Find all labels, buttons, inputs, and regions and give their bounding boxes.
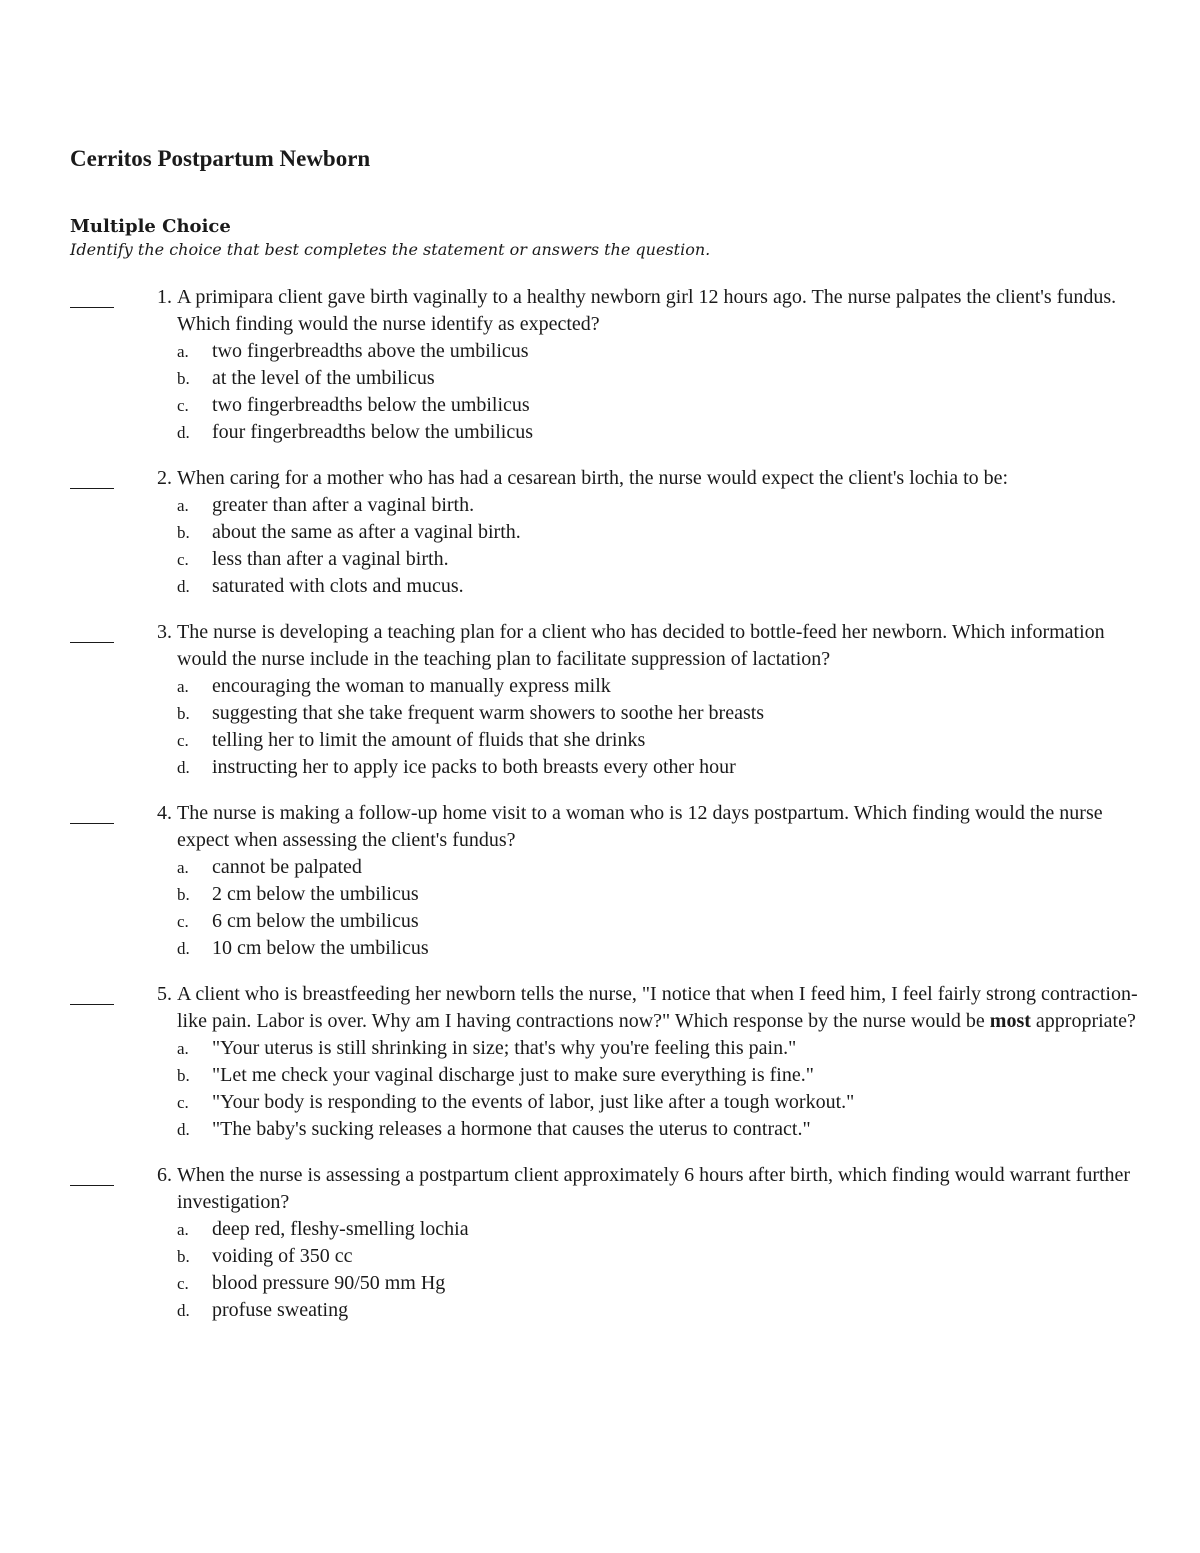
option-letter: d. bbox=[177, 758, 190, 777]
stem-emphasis: most bbox=[989, 1010, 1031, 1032]
option-c bbox=[177, 1270, 1140, 1297]
option-a bbox=[177, 673, 1140, 700]
option-letter: a. bbox=[177, 342, 189, 361]
option-text: four fingerbreadths below the umbilicus bbox=[212, 421, 534, 443]
option-d bbox=[177, 573, 1140, 600]
option-list bbox=[177, 492, 1140, 600]
option-text: suggesting that she take frequent warm showers to soothe her breasts bbox=[212, 702, 765, 724]
option-text: greater than after a vaginal birth. bbox=[212, 494, 475, 516]
option-letter: b. bbox=[177, 704, 190, 723]
question-6 bbox=[70, 1162, 1140, 1324]
question-number: 3. bbox=[157, 621, 172, 643]
option-text: instructing her to apply ice packs to both breasts every other hour bbox=[212, 756, 736, 778]
option-a bbox=[177, 1035, 1140, 1062]
option-d bbox=[177, 935, 1140, 962]
question-number: 6. bbox=[157, 1164, 172, 1186]
question-stem: A primipara client gave birth vaginally to a healthy newborn girl 12 hours ago. The nurse palpates the client's fundus. Which finding would the nurse identify as expected? bbox=[177, 286, 1117, 335]
question-4 bbox=[70, 800, 1140, 962]
answer-blank bbox=[70, 1004, 114, 1005]
option-text: two fingerbreadths above the umbilicus bbox=[212, 340, 529, 362]
option-c bbox=[177, 1089, 1140, 1116]
option-b bbox=[177, 365, 1140, 392]
option-c bbox=[177, 546, 1140, 573]
question-number: 5. bbox=[157, 983, 172, 1005]
question-stem: When the nurse is assessing a postpartum client approximately 6 hours after birth, which finding would warrant further investigation? bbox=[177, 1164, 1131, 1213]
option-text: "Your uterus is still shrinking in size; that's why you're feeling this pain." bbox=[212, 1037, 797, 1059]
question-stem: The nurse is developing a teaching plan for a client who has decided to bottle-feed her newborn. Which information would the nurse include in the teaching plan to facilitate suppression of lactation? bbox=[177, 621, 1105, 670]
option-letter: d. bbox=[177, 939, 190, 958]
stem-text: appropriate? bbox=[1030, 1010, 1136, 1032]
option-letter: c. bbox=[177, 912, 189, 931]
question-stem: The nurse is making a follow-up home visit to a woman who is 12 days postpartum. Which finding would the nurse expect when assessing the client's fundus? bbox=[177, 802, 1103, 851]
option-text: saturated with clots and mucus. bbox=[212, 575, 464, 597]
option-text: blood pressure 90/50 mm Hg bbox=[212, 1272, 446, 1294]
option-letter: c. bbox=[177, 731, 189, 750]
question-list bbox=[70, 284, 1140, 1324]
option-text: "Let me check your vaginal discharge just to make sure everything is fine." bbox=[212, 1064, 814, 1086]
option-text: telling her to limit the amount of fluids that she drinks bbox=[212, 729, 646, 751]
option-a bbox=[177, 338, 1140, 365]
option-letter: c. bbox=[177, 396, 189, 415]
option-a bbox=[177, 492, 1140, 519]
option-list bbox=[177, 854, 1140, 962]
option-text: "Your body is responding to the events of labor, just like after a tough workout." bbox=[212, 1091, 855, 1113]
document-page bbox=[70, 142, 1140, 1343]
option-b bbox=[177, 881, 1140, 908]
option-text: cannot be palpated bbox=[212, 856, 362, 878]
answer-blank bbox=[70, 642, 114, 643]
option-b bbox=[177, 700, 1140, 727]
option-c bbox=[177, 908, 1140, 935]
option-list bbox=[177, 673, 1140, 781]
option-text: "The baby's sucking releases a hormone that causes the uterus to contract." bbox=[212, 1118, 811, 1140]
option-letter: a. bbox=[177, 1039, 189, 1058]
option-letter: b. bbox=[177, 885, 190, 904]
answer-blank bbox=[70, 307, 114, 308]
answer-blank bbox=[70, 823, 114, 824]
option-text: less than after a vaginal birth. bbox=[212, 548, 449, 570]
option-letter: c. bbox=[177, 1274, 189, 1293]
answer-blank bbox=[70, 488, 114, 489]
option-letter: b. bbox=[177, 523, 190, 542]
option-letter: a. bbox=[177, 1220, 189, 1239]
option-letter: a. bbox=[177, 496, 189, 515]
option-d bbox=[177, 419, 1140, 446]
question-3 bbox=[70, 619, 1140, 781]
option-letter: c. bbox=[177, 1093, 189, 1112]
option-text: at the level of the umbilicus bbox=[212, 367, 435, 389]
option-a bbox=[177, 1216, 1140, 1243]
option-text: 2 cm below the umbilicus bbox=[212, 883, 419, 905]
instructions: Identify the choice that best completes the statement or answers the question. bbox=[70, 240, 711, 259]
answer-blank bbox=[70, 1185, 114, 1186]
stem-text: A client who is breastfeeding her newborn tells the nurse, "I notice that when I feed him, I feel fairly strong contraction-like pain. Labor is over. Why am I having contractions now?" Which response by the nurse would be bbox=[177, 983, 1138, 1032]
option-text: encouraging the woman to manually express milk bbox=[212, 675, 611, 697]
option-b bbox=[177, 519, 1140, 546]
option-a bbox=[177, 854, 1140, 881]
option-c bbox=[177, 727, 1140, 754]
question-number: 2. bbox=[157, 467, 172, 489]
question-stem bbox=[177, 981, 1140, 1035]
question-2 bbox=[70, 465, 1140, 600]
option-letter: d. bbox=[177, 1301, 190, 1320]
option-text: 6 cm below the umbilicus bbox=[212, 910, 419, 932]
question-1 bbox=[70, 284, 1140, 446]
option-b bbox=[177, 1243, 1140, 1270]
option-text: two fingerbreadths below the umbilicus bbox=[212, 394, 530, 416]
option-c bbox=[177, 392, 1140, 419]
question-number: 1. bbox=[157, 286, 172, 308]
option-letter: b. bbox=[177, 1066, 190, 1085]
option-text: profuse sweating bbox=[212, 1299, 349, 1321]
option-list bbox=[177, 1216, 1140, 1324]
option-list bbox=[177, 1035, 1140, 1143]
option-letter: d. bbox=[177, 423, 190, 442]
option-letter: d. bbox=[177, 577, 190, 596]
option-text: deep red, fleshy-smelling lochia bbox=[212, 1218, 469, 1240]
question-stem: When caring for a mother who has had a cesarean birth, the nurse would expect the client's lochia to be: bbox=[177, 467, 1009, 489]
option-letter: a. bbox=[177, 858, 189, 877]
option-letter: d. bbox=[177, 1120, 190, 1139]
option-letter: c. bbox=[177, 550, 189, 569]
question-number: 4. bbox=[157, 802, 172, 824]
option-b bbox=[177, 1062, 1140, 1089]
question-5 bbox=[70, 981, 1140, 1143]
option-d bbox=[177, 1297, 1140, 1324]
option-letter: a. bbox=[177, 677, 189, 696]
option-letter: b. bbox=[177, 1247, 190, 1266]
option-text: about the same as after a vaginal birth. bbox=[212, 521, 521, 543]
option-d bbox=[177, 754, 1140, 781]
option-d bbox=[177, 1116, 1140, 1143]
section-title: Multiple Choice bbox=[70, 216, 231, 237]
option-letter: b. bbox=[177, 369, 190, 388]
option-text: 10 cm below the umbilicus bbox=[212, 937, 429, 959]
option-list bbox=[177, 338, 1140, 446]
page-title: Cerritos Postpartum Newborn bbox=[70, 146, 371, 171]
option-text: voiding of 350 cc bbox=[212, 1245, 353, 1267]
